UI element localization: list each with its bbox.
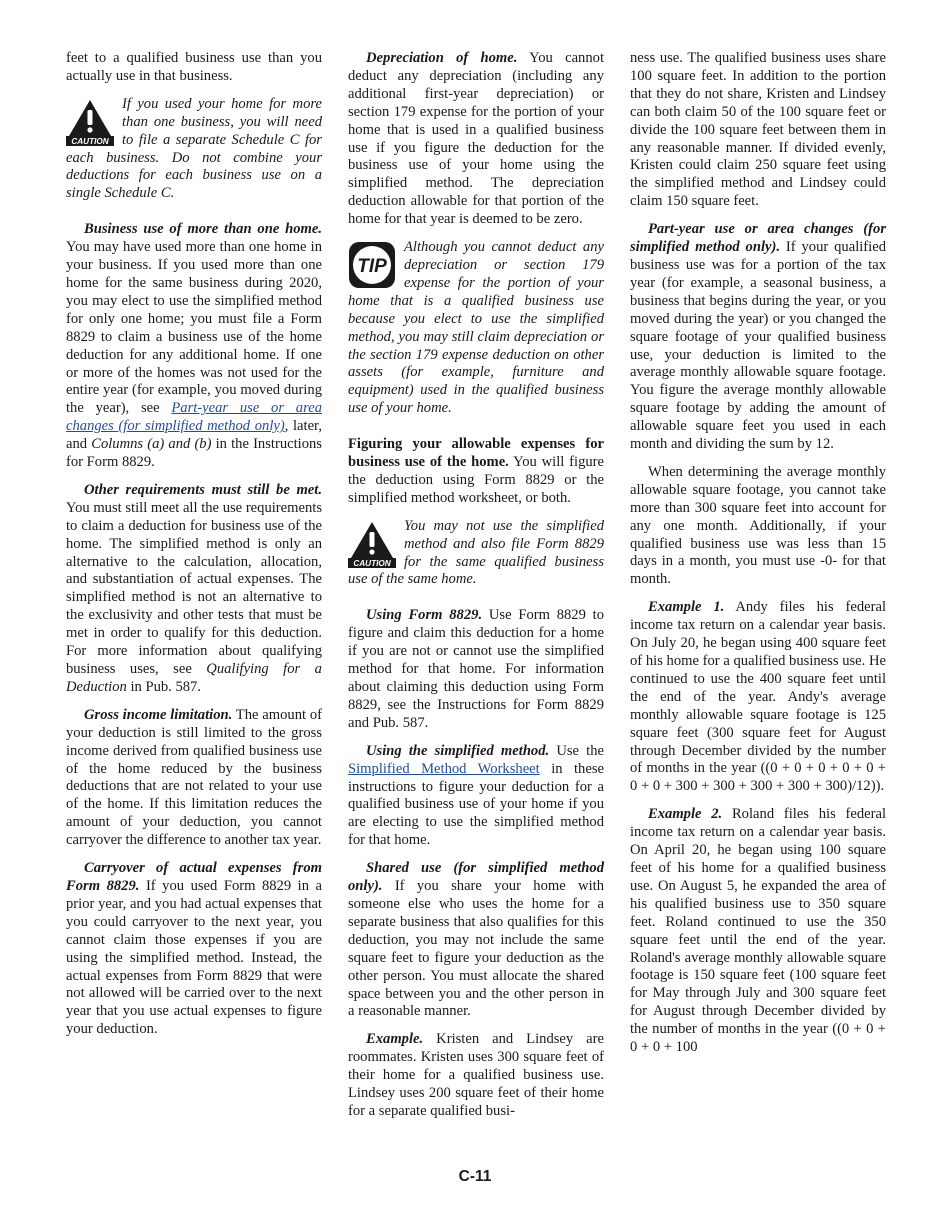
paragraph-depreciation: Depreciation of home. You cannot deduct any depreciation (including any additional first-year depreciation) or section 179 expense for the portion of your home that is used in a qualified business use if you figure the deduction for the business use of your home using the simplified method. The depreciation deduction allowable for that portion of the home for that year is deemed to be zero. — [348, 50, 604, 228]
heading-shared-use: Shared use (for simplified method only). — [348, 860, 604, 895]
link-part-year-use[interactable]: Part-year use or area changes (for simplified method only) — [66, 400, 322, 435]
paragraph-other-requirements: Other requirements must still be met. You must still meet all the use requirements to claim a deduction for business use of the home. The simplified method is only an alternative to the calculation, allocation, and substantiation of actual expenses. The simplified method is not an alternative to the exclusivity and other tests that must be met in order to qualify for this deduction. For more information about qualifying business uses, see Qualifying for a Deduction in Pub. 587. — [66, 481, 322, 695]
link-simplified-method-worksheet[interactable]: Simplified Method Worksheet — [348, 760, 540, 777]
heading-more-than-one-home: Business use of more than one home. — [84, 221, 322, 238]
continued-example-paragraph: ness use. The qualified business uses share 100 square feet. In addition to the portion that they do not share, Kristen and Lindsey can both claim 50 of the 100 square feet or divide the 100 square feet between them in any reasonable manner. If divided evenly, Kristen could claim 250 square feet using the simplified method and Lindsey could claim 150 square feet. — [630, 50, 886, 210]
heading-gross-income-limitation: Gross income limitation. — [84, 706, 233, 723]
caution-icon — [66, 98, 114, 146]
paragraph-carryover: Carryover of actual expenses from Form 8829. If you used Form 8829 in a prior year, and you had actual expenses that you could carryover to the next year, you cannot claim those expenses if you are using the simplified method. Instead, the actual expenses from Form 8829 that were not allowed will be carried over to the next year that you use actual expenses to figure your deduction. — [66, 860, 322, 1038]
paragraph-figuring-expenses: Figuring your allowable expenses for business use of the home. You will figure the deduction using Form 8829 or the simplified method worksheet, or both. — [348, 436, 605, 506]
paragraph-example-1: Example 1. Andy files his federal income tax return on a calendar year basis. On July 20, he began using 400 square feet of his home for a qualified business use. He continued to use the 400 square feet until the end of the year. Andy's average monthly allowable square footage is 125 square feet (300 square feet for August through December divided by the number of months in the year ((0 + 0 + 0 + 0 + 0 + 0 + 0 + 300 + 300 + 300 + 300 + 300)/12)). — [630, 599, 886, 795]
caution-label: CAUTION — [353, 558, 391, 568]
caution-note-separate-schedule-c — [66, 96, 322, 203]
column-1 — [66, 50, 322, 1049]
column-2 — [348, 50, 604, 1131]
paragraph-gross-income-limitation: Gross income limitation. The amount of your deduction is still limited to the gross income derived from qualified business use of the home reduced by the business deductions that are not related to your use of the home. If this limitation reduces the amount of your deduction, you cannot carryover the difference to another tax year. — [66, 706, 322, 849]
heading-carryover: Carryover of actual expenses from Form 8829. — [66, 860, 322, 894]
heading-example: Example. — [366, 1031, 424, 1048]
caution-icon — [348, 520, 396, 568]
caution-text: If you used your home for more than one business, you will need to file a separate Schedule C for each business. Do not combine your deductions for each business use on a single Schedule C. — [66, 95, 322, 202]
paragraph-example: Example. Kristen and Lindsey are roommates. Kristen uses 300 square feet of their home for a qualified business use. Lindsey uses 200 square feet of their home for a separate qualified busi- — [348, 1031, 605, 1119]
caution-text: You may not use the simplified method and also file Form 8829 for the same qualified business use of the same home. — [348, 517, 604, 588]
heading-example-2: Example 2. — [648, 806, 723, 823]
heading-other-requirements: Other requirements must still be met. — [84, 481, 322, 498]
heading-part-year-use: Part-year use or area changes (for simplified method only). — [630, 221, 886, 256]
paragraph-example-2: Example 2. Roland files his federal income tax return on a calendar year basis. On April 20, he began using 100 square feet of his home for a qualified business use. On August 5, he expanded the area of his qualified business use to 350 square feet. Roland continued to use the 350 square feet until the end of the year. Roland's average monthly allowable square footage is 150 square feet (100 square feet for May through July and 300 square feet for August through December divided by the number of months in the year ((0 + 0 + 0 + 0 + 100 — [630, 806, 886, 1056]
paragraph-using-simplified-method: Using the simplified method. Use the Simplified Method Worksheet in these instructions to figure your deduction for a qualified business use of your home if you are electing to use the simplified method for that home. — [348, 742, 604, 849]
column-3 — [630, 50, 886, 1067]
paragraph-using-form-8829: Using Form 8829. Use Form 8829 to figure and claim this deduction for a home if you are not or cannot use the simplified method for that home. For information about claiming this deduction using Form 8829, see the Instructions for Form 8829 and Pub. 587. — [348, 607, 605, 731]
heading-using-form-8829: Using Form 8829. — [366, 607, 483, 624]
tip-text: Although you cannot deduct any depreciation or section 179 expense for the portion of your home that is a qualified business use because you elect to use the simplified method, you may still claim depreciation or the section 179 expense deduction on other assets (for example, furniture and equipment) used in the qualified business use of your home. — [348, 239, 604, 417]
paragraph-shared-use: Shared use (for simplified method only). If you share your home with someone else who uses the home for a separate business that also qualifies for this deduction, you may not include the same square feet to figure your deduction as the other person. You must allocate the shared space between you and the other person in a reasonable manner. — [348, 860, 604, 1020]
continued-paragraph: feet to a qualified business use than you actually use in that business. — [66, 50, 322, 84]
paragraph-part-year-use: Part-year use or area changes (for simplified method only). If your qualified business use was for a portion of the tax year (for example, a seasonal business, a business that begins during the year, or you moved during the year) or you changed the square footage of your qualified business use, your deduction is limited to the average monthly allowable square footage. You figure the average monthly allowable square footage by adding the amount of allowable square feet you used in each month and dividing the sum by 12. — [630, 221, 886, 453]
tip-label: TIP — [357, 256, 387, 278]
heading-figuring-expenses: Figuring your allowable expenses for business use of the home. — [348, 436, 604, 471]
caution-note-form-8829 — [348, 518, 604, 590]
heading-example-1: Example 1. — [648, 599, 725, 616]
page-number: C-11 — [458, 1168, 492, 1185]
paragraph-average-monthly: When determining the average monthly allowable square footage, you cannot take more than 300 square feet into account for any one month. Additionally, if your qualified business use was less than 15 days in a month, you must use -0- for that month. — [630, 463, 886, 588]
paragraph-more-than-one-home: Business use of more than one home. You may have used more than one home in your business. If you used more than one home for the same business during 2020, you may elect to use the simplified method for only one home; you must file a Form 8829 to claim a business use of the home deduction for any additional home. If one or more of the homes was not used for the entire year (for example, you moved during the year), see Part-year use or area changes (for simplified method only), later, and Columns (a) and (b) in the Instructions for Form 8829. — [66, 221, 322, 471]
tip-icon — [348, 241, 396, 289]
caution-label: CAUTION — [71, 136, 109, 146]
heading-using-simplified-method: Using the simplified method. — [366, 742, 550, 759]
heading-depreciation: Depreciation of home. — [366, 50, 518, 66]
tip-note-depreciation — [348, 239, 604, 418]
